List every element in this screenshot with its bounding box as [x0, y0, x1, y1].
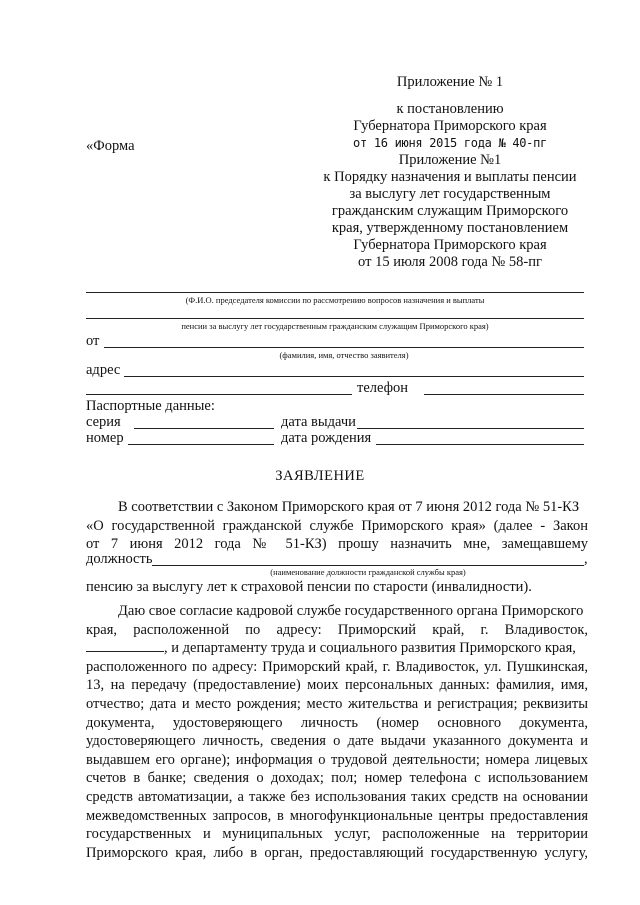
form-label: «Форма	[86, 138, 135, 154]
paragraph-line: края, расположенной по адресу: Приморский край, г. Владивосток,	[86, 621, 588, 638]
paragraph-line: «О государственной гражданской службе Приморского края» (далее - Закон	[86, 517, 588, 534]
number-field[interactable]	[128, 444, 274, 445]
address-label: адрес	[86, 362, 121, 378]
position-field[interactable]	[152, 565, 584, 566]
paragraph-1	[86, 498, 588, 554]
passport-label: Паспортные данные:	[86, 398, 215, 414]
header-line: края, утвержденному постановлением	[331, 220, 569, 236]
header-line: за выслугу лет государственным	[349, 186, 551, 202]
birth-date-label: дата рождения	[281, 430, 372, 446]
series-field[interactable]	[134, 428, 274, 429]
paragraph-line: документа, удостоверяющего личность (номер основного документа,	[86, 714, 588, 731]
paragraph-line: выдавшем его органе); информация о трудовой деятельности; номера лицевых	[86, 751, 588, 768]
phone-label: телефон	[357, 380, 409, 396]
address-field-2[interactable]	[86, 394, 352, 395]
series-label: серия	[86, 414, 121, 430]
header-line: от 15 июля 2008 года № 58-пг	[358, 254, 542, 270]
chairman-note-2: пенсии за выслугу лет государственным гражданским служащим Приморского края)	[181, 321, 489, 331]
office-address-field[interactable]	[86, 639, 164, 652]
address-field[interactable]	[124, 376, 584, 377]
phone-field[interactable]	[424, 394, 584, 395]
header-line: Приложение №1	[398, 152, 502, 168]
appendix-number: Приложение № 1	[396, 74, 504, 90]
issue-date-field[interactable]	[357, 428, 584, 429]
header-line: к постановлению	[396, 101, 504, 117]
issue-date-label: дата выдачи	[281, 414, 356, 430]
paragraph-line-text: , и департаменту труда и социального развития Приморского края,	[164, 640, 576, 657]
applicant-name-field[interactable]	[104, 347, 584, 348]
position-label: должность	[86, 551, 153, 567]
header-line: гражданским служащим Приморского	[331, 203, 569, 219]
appendix-header	[300, 74, 600, 271]
paragraph-line: Даю свое согласие кадровой службе государственного органа Приморского	[118, 603, 584, 619]
paragraph-line: счетов в банке; сведения о доходах; пол; номер телефона с использованием	[86, 770, 588, 787]
position-note: (наименование должности гражданской службы края)	[270, 567, 466, 577]
applicant-note: (фамилия, имя, отчество заявителя)	[279, 350, 409, 360]
position-comma: ,	[584, 551, 588, 567]
paragraph-2: пенсию за выслугу лет к страховой пенсии по старости (инвалидности).	[86, 579, 532, 595]
paragraph-line: межведомственных запросов, в многофункциональные центры предоставления	[86, 807, 588, 824]
handwritten-date-line: от 16 июня 2015 года № 40-пг	[353, 136, 547, 150]
chairman-note-1: (Ф.И.О. председателя комиссии по рассмотрению вопросов назначения и выплаты	[185, 295, 485, 305]
number-label: номер	[86, 430, 124, 446]
header-line: к Порядку назначения и выплаты пенсии	[323, 169, 577, 185]
paragraph-line: расположенного по адресу: Приморский край, г. Владивосток, ул. Пушкинская,	[86, 658, 588, 675]
paragraph-line: В соответствии с Законом Приморского края от 7 июня 2012 года № 51-КЗ	[118, 499, 580, 515]
paragraph-line	[86, 639, 588, 658]
chairman-name-line	[86, 292, 584, 293]
paragraph-line: удостоверяющего личность, сведения о дате выдачи указанного документа и	[86, 733, 588, 750]
paragraph-3	[86, 602, 588, 862]
paragraph-line: 13, на передачу (предоставление) моих персональных данных: фамилия, имя,	[86, 677, 588, 694]
header-line: Губернатора Приморского края	[353, 237, 547, 253]
paragraph-line: государственных и муниципальных услуг, расположенные на территории	[86, 826, 588, 843]
paragraph-line: отчество; дата и место рождения; место жительства и регистрация; реквизиты	[86, 695, 588, 712]
paragraph-line: средств автоматизации, а также без использования таких средств на основании	[86, 788, 588, 805]
header-line: Губернатора Приморского края	[353, 118, 547, 134]
paragraph-line: от 7 июня 2012 года № 51-КЗ) прошу назначить мне, замещавшему	[86, 536, 588, 553]
paragraph-line: Приморского края, либо в орган, предоставляющий государственную услугу,	[86, 844, 588, 861]
birth-date-field[interactable]	[376, 444, 584, 445]
from-label: от	[86, 333, 100, 349]
document-title: ЗАЯВЛЕНИЕ	[275, 468, 365, 484]
chairman-name-line-2	[86, 318, 584, 319]
